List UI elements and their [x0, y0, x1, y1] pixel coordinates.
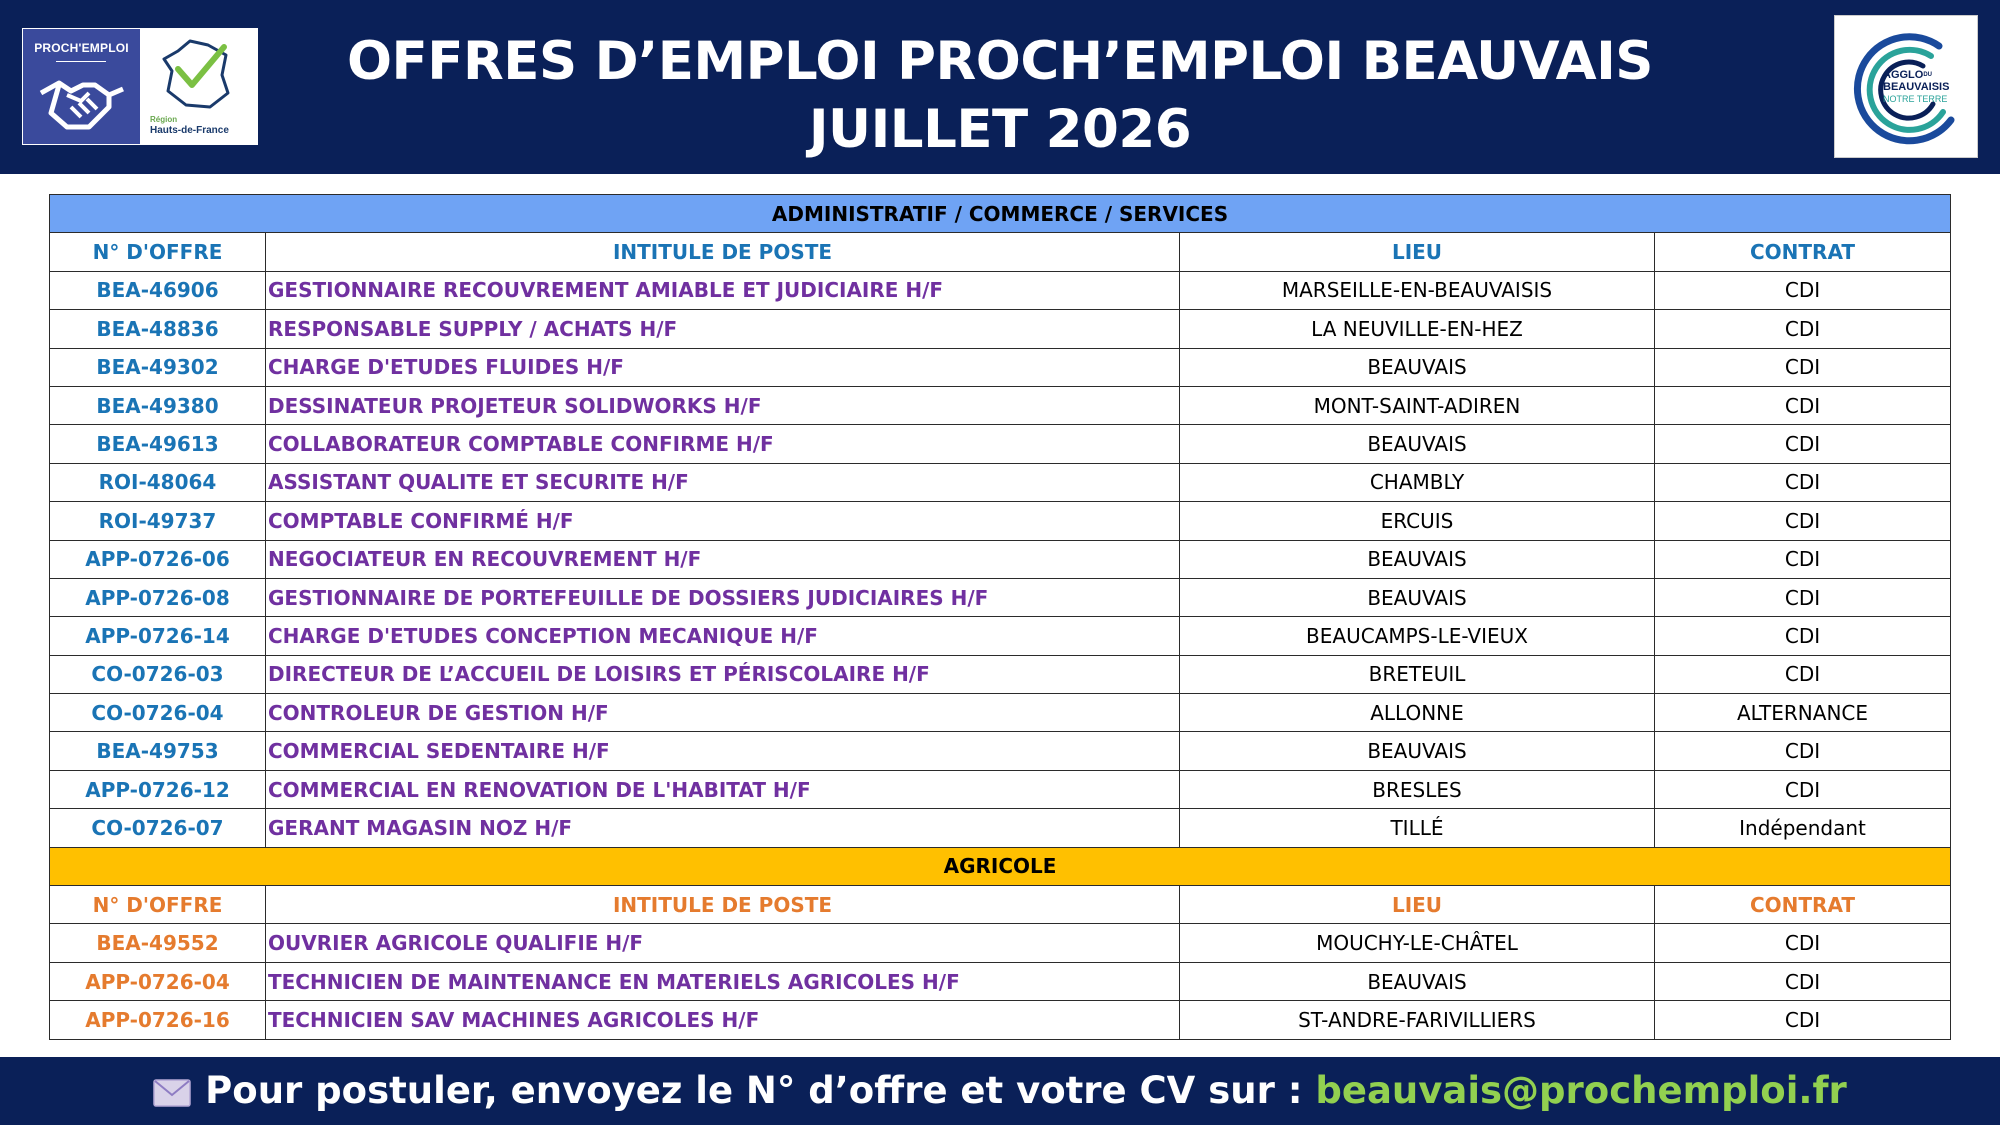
contract-type: Indépendant [1655, 809, 1951, 847]
table-row [50, 655, 1951, 693]
handshake-icon [37, 71, 127, 133]
contract-type: CDI [1655, 924, 1951, 962]
offer-number: APP-0726-14 [50, 617, 266, 655]
job-title: RESPONSABLE SUPPLY / ACHATS H/F [266, 310, 1180, 348]
offer-number: BEA-46906 [50, 271, 266, 309]
job-title: GESTIONNAIRE DE PORTEFEUILLE DE DOSSIERS JUDICIAIRES H/F [266, 578, 1180, 616]
table-row [50, 962, 1951, 1000]
proch-emploi-brand: PROCH'EMPLOI [34, 41, 129, 55]
column-header-job-title: INTITULE DE POSTE [266, 886, 1180, 924]
offer-number: APP-0726-04 [50, 962, 266, 1000]
job-location: CHAMBLY [1180, 463, 1655, 501]
table-row [50, 578, 1951, 616]
section-title-row [50, 847, 1951, 885]
column-header-row [50, 886, 1951, 924]
job-location: MONT-SAINT-ADIREN [1180, 386, 1655, 424]
job-title: CHARGE D'ETUDES FLUIDES H/F [266, 348, 1180, 386]
contract-type: CDI [1655, 271, 1951, 309]
agglo-line-3: NOTRE TERRE [1883, 94, 1948, 104]
footer-banner [0, 1057, 2000, 1125]
job-location: MARSEILLE-EN-BEAUVAISIS [1180, 271, 1655, 309]
brand-divider [56, 61, 106, 62]
offer-number: ROI-48064 [50, 463, 266, 501]
contract-type: CDI [1655, 617, 1951, 655]
offer-number: APP-0726-06 [50, 540, 266, 578]
contract-type: CDI [1655, 502, 1951, 540]
region-name: Hauts-de-France [150, 125, 229, 136]
page-title [300, 28, 1700, 164]
offer-number: BEA-49302 [50, 348, 266, 386]
job-title: COMPTABLE CONFIRMÉ H/F [266, 502, 1180, 540]
agglo-line-2: BEAUVAISIS [1883, 81, 1950, 93]
section-title: ADMINISTRATIF / COMMERCE / SERVICES [50, 195, 1951, 233]
hauts-de-france-badge [140, 29, 257, 144]
job-title: TECHNICIEN SAV MACHINES AGRICOLES H/F [266, 1001, 1180, 1039]
job-location: BEAUVAIS [1180, 425, 1655, 463]
contract-type: CDI [1655, 463, 1951, 501]
column-header-offer-number: N° D'OFFRE [50, 233, 266, 271]
table-row [50, 540, 1951, 578]
offer-number: APP-0726-12 [50, 770, 266, 808]
contract-type: CDI [1655, 578, 1951, 616]
table-row [50, 502, 1951, 540]
region-label: Région [150, 115, 178, 124]
table-row [50, 463, 1951, 501]
column-header-location: LIEU [1180, 886, 1655, 924]
offer-number: CO-0726-04 [50, 694, 266, 732]
job-offers-table [49, 194, 1951, 1040]
job-location: BEAUVAIS [1180, 578, 1655, 616]
france-map-check-icon [156, 35, 236, 113]
job-title: TECHNICIEN DE MAINTENANCE EN MATERIELS AGRICOLES H/F [266, 962, 1180, 1000]
agglo-beauvaisis-logo [1834, 15, 1978, 158]
offer-number: APP-0726-08 [50, 578, 266, 616]
contract-type: CDI [1655, 962, 1951, 1000]
proch-emploi-logo [22, 28, 258, 145]
offer-number: CO-0726-03 [50, 655, 266, 693]
column-header-row [50, 233, 1951, 271]
envelope-icon [153, 1079, 191, 1107]
offer-number: BEA-49613 [50, 425, 266, 463]
contract-type: CDI [1655, 540, 1951, 578]
job-location: BEAUCAMPS-LE-VIEUX [1180, 617, 1655, 655]
table-row [50, 770, 1951, 808]
table-row [50, 386, 1951, 424]
job-location: BEAUVAIS [1180, 732, 1655, 770]
job-location: TILLÉ [1180, 809, 1655, 847]
column-header-location: LIEU [1180, 233, 1655, 271]
job-title: CHARGE D'ETUDES CONCEPTION MECANIQUE H/F [266, 617, 1180, 655]
offer-number: APP-0726-16 [50, 1001, 266, 1039]
offer-number: BEA-49380 [50, 386, 266, 424]
offer-number: BEA-49753 [50, 732, 266, 770]
job-location: BEAUVAIS [1180, 348, 1655, 386]
offer-number: CO-0726-07 [50, 809, 266, 847]
section-title-row [50, 195, 1951, 233]
apply-instructions [0, 1069, 2000, 1112]
contract-type: CDI [1655, 770, 1951, 808]
contract-type: CDI [1655, 348, 1951, 386]
table-row [50, 732, 1951, 770]
table-row [50, 924, 1951, 962]
apply-text: Pour postuler, envoyez le N° d’offre et votre CV sur : [205, 1069, 1316, 1112]
contract-type: CDI [1655, 386, 1951, 424]
job-title: ASSISTANT QUALITE ET SECURITE H/F [266, 463, 1180, 501]
table-row [50, 310, 1951, 348]
apply-email-link[interactable]: beauvais@prochemploi.fr [1315, 1069, 1847, 1112]
title-line-1: OFFRES D’EMPLOI PROCH’EMPLOI BEAUVAIS [347, 31, 1653, 92]
contract-type: CDI [1655, 425, 1951, 463]
column-header-job-title: INTITULE DE POSTE [266, 233, 1180, 271]
job-title: COMMERCIAL SEDENTAIRE H/F [266, 732, 1180, 770]
job-title: COLLABORATEUR COMPTABLE CONFIRME H/F [266, 425, 1180, 463]
column-header-offer-number: N° D'OFFRE [50, 886, 266, 924]
job-title: GESTIONNAIRE RECOUVREMENT AMIABLE ET JUDICIAIRE H/F [266, 271, 1180, 309]
header-banner [0, 0, 2000, 174]
job-title: CONTROLEUR DE GESTION H/F [266, 694, 1180, 732]
table-row [50, 617, 1951, 655]
job-title: DIRECTEUR DE L’ACCUEIL DE LOISIRS ET PÉRISCOLAIRE H/F [266, 655, 1180, 693]
contract-type: CDI [1655, 310, 1951, 348]
job-offers-body [50, 195, 1951, 1040]
job-title: OUVRIER AGRICOLE QUALIFIE H/F [266, 924, 1180, 962]
job-location: BEAUVAIS [1180, 540, 1655, 578]
job-title: GERANT MAGASIN NOZ H/F [266, 809, 1180, 847]
agglo-line-1: $AGGLO^{DU}$ [1883, 69, 1933, 81]
offer-number: BEA-48836 [50, 310, 266, 348]
column-header-contract: CONTRAT [1655, 233, 1951, 271]
job-title: COMMERCIAL EN RENOVATION DE L'HABITAT H/F [266, 770, 1180, 808]
section-title: AGRICOLE [50, 847, 1951, 885]
offer-number: BEA-49552 [50, 924, 266, 962]
job-location: BRESLES [1180, 770, 1655, 808]
table-row [50, 694, 1951, 732]
title-line-2: JUILLET 2026 [808, 99, 1192, 160]
job-location: ALLONNE [1180, 694, 1655, 732]
proch-emploi-badge [23, 29, 140, 144]
job-title: DESSINATEUR PROJETEUR SOLIDWORKS H/F [266, 386, 1180, 424]
column-header-contract: CONTRAT [1655, 886, 1951, 924]
job-location: MOUCHY-LE-CHÂTEL [1180, 924, 1655, 962]
table-row [50, 348, 1951, 386]
contract-type: CDI [1655, 655, 1951, 693]
table-row [50, 809, 1951, 847]
table-row [50, 1001, 1951, 1039]
job-location: BEAUVAIS [1180, 962, 1655, 1000]
contract-type: CDI [1655, 1001, 1951, 1039]
job-title: NEGOCIATEUR EN RECOUVREMENT H/F [266, 540, 1180, 578]
contract-type: CDI [1655, 732, 1951, 770]
job-location: BRETEUIL [1180, 655, 1655, 693]
table-row [50, 271, 1951, 309]
job-location: ERCUIS [1180, 502, 1655, 540]
table-row [50, 425, 1951, 463]
job-location: ST-ANDRE-FARIVILLIERS [1180, 1001, 1655, 1039]
offer-number: ROI-49737 [50, 502, 266, 540]
job-location: LA NEUVILLE-EN-HEZ [1180, 310, 1655, 348]
contract-type: ALTERNANCE [1655, 694, 1951, 732]
